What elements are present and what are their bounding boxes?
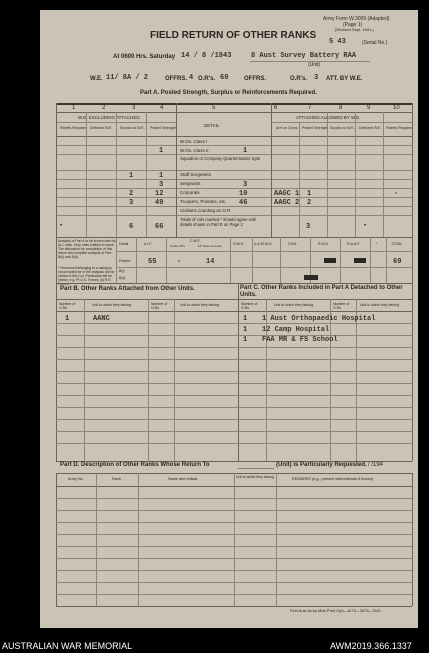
blacked-mark — [304, 275, 318, 280]
unit-name: 8 Aust Survey Battery RAA — [251, 52, 357, 60]
part-c-number: 1 — [243, 326, 248, 334]
part-b-unit: AANC — [93, 315, 110, 323]
total-c4: 66 — [155, 223, 164, 231]
totals-detail: Totals of cols marked * should agree with details shown in Part E on Page 2 — [180, 217, 257, 227]
cell-c3: 1 — [129, 172, 134, 180]
col-num: 7 — [308, 105, 312, 111]
cell-arm: AAGC 1 — [274, 190, 300, 198]
col-num: 9 — [367, 105, 371, 111]
col-header: Arm or Corps — [276, 126, 298, 130]
group-left-header: W.E. EXCLUDING ATTACHED — [78, 115, 140, 120]
cell-c3: 3 — [129, 199, 134, 207]
cell-c4: 1 — [159, 172, 164, 180]
serial-label: (Serial No.) — [362, 40, 388, 46]
col-header: Unit to which they belong — [274, 303, 314, 307]
part-d-title-suffix: (Unit) is Particularly Requested. — [276, 462, 367, 468]
detail-header: DETAIL — [204, 123, 220, 128]
part-c-number: 1 — [243, 315, 248, 323]
we-value: 11/ 8A / 2 — [106, 74, 149, 82]
part-d-date: / /194 — [368, 462, 384, 468]
form-sheet: Army Form W.3009 (Adapted) (Page 1) (Revised Sept. 1941.) 5 43 (Serial No.) FIELD RETURN OF OTHER RANKS At 0600 Hrs. Saturday 14 / 8 /1943 8 Aust Survey Battery RAA (Unit) W.E. 11/ 8A / 2 OFFRS. 4 O.R's. 60 OFFRS. O.R's. 3 ATT. BY W.E. Part A. Posted Strength, Surplus or Reinforcements Required. 1 2 3 4 5 6 7 8 9 10 W.E. EXCLUDING ATTACHED ATTACHED ALLOWED BY W.E. DETAIL Reinfts Required Deficient W.E. Surplus to W.E. Posted Strength Arm or Corps Posted Strength Surplus to W.E. Deficient W.E. Reinfts Required W.Os. Class I W.Os. Class II Squadron or Company Quartermaster Sgts Staff Sergeants Sergeants Corporals Troopers, Privates, etc. Civilians counting as O.R. Totals of cols marked * should agree with details shown in Part E on Page 2 1 1 1 3 2 12 3 49 6 66 1 3 10 46 AAGC 1 AAGC 2 1 2 3 - • • Analysis of Part A to be shown here by ALL units. Only units entitled to same. The distinction for completion of this return will complete analysis of Part B(ii) and B(ii). * Personnel belonging to a category not provided for in the analysis will be shown in this Col. Particulars will be shown, e.g. Pt U.S. Forces, (ii) R.E. Forces. Detail A.I.F. C.M.F. Under 18½ 18 Years and over S.W.S. A.A.M.W.S. CIVIL R.A.N. R.A.A.F. * TOTAL Posted B(i) B(ii) 55 - 14 69 Part B. Other Ranks Attached from Other Units. Part C. Other Ranks Included in Part A Detached to Other Units. Number of O.Rs Unit to which they belong Number of O.Rs Unit to which they belong Number of O.Rs Unit to which they belong Number of O.Rs Unit to which they belong 1 AANC 1 1 Aust Orthopaedic Hospital 1 12 Camp Hospital 1 FAA MR & FS School Part D. Description of Other Ranks Whose Return To (Unit) is Particularly Requested. / /194 Army No. Rank Name and Initials Unit to which they belong REMARKS (e.g., present whereabouts if known) First Aust Army Mob Print Gyh—A/73—2676—3/43 — [40, 10, 418, 628]
group-right-header: ATTACHED ALLOWED BY W.E. — [296, 115, 361, 120]
cmf-sub: Under 18½ — [170, 244, 185, 248]
offrs-value: 4 — [189, 74, 194, 82]
analysis-header: A.A.M.W.S. — [254, 242, 273, 246]
analysis-footnote-2: * Personnel belonging to a category not provided for in the analysis will be shown in this Col. Particulars will be shown, e.g. Pt U.S. Forces, (ii) R.E. Forces. — [58, 266, 115, 286]
analysis-header: R.A.A.F. — [347, 242, 361, 246]
col-header: Name and Initials — [168, 477, 198, 481]
detail-row: W.Os. Class I — [180, 139, 208, 144]
part-c-title: Part C. Other Ranks Included in Part A Detached to Other Units. — [240, 285, 403, 298]
col-num: 8 — [339, 105, 343, 111]
col-header: Army No. — [68, 477, 84, 481]
col-header: Number of O.Rs — [151, 302, 168, 310]
page-title: FIELD RETURN OF OTHER RANKS — [150, 30, 317, 41]
col-header: Number of O.Rs — [333, 302, 350, 310]
cmf-over: 14 — [206, 258, 215, 266]
cell-c5: 10 — [239, 190, 248, 198]
cell-c5: 1 — [243, 147, 248, 155]
footer-accession: AWM2019.366.1337 — [330, 641, 412, 651]
serial-no: 5 43 — [329, 38, 346, 46]
part-c-unit: FAA MR & FS School — [262, 336, 338, 344]
cell-c4: 3 — [159, 181, 164, 189]
cell-posted: 1 — [307, 190, 312, 198]
cell-c3: 2 — [129, 190, 134, 198]
col-num: 10 — [393, 105, 400, 111]
col-header: Surplus to W.E. — [330, 126, 355, 130]
part-b-title: Part B. Other Ranks Attached from Other Units. — [60, 286, 195, 292]
page-label: (Page 1) — [343, 22, 363, 28]
we-label: W.E. — [90, 76, 103, 82]
cell-arm: AAGC 2 — [274, 199, 300, 207]
analysis-row: B(ii) — [119, 276, 126, 280]
col-num: 3 — [132, 105, 136, 111]
cmf-under: - — [177, 258, 182, 266]
return-date: 14 / 8 /1943 — [181, 52, 232, 60]
aif-value: 55 — [148, 258, 157, 266]
cell-c4: 1 — [159, 147, 164, 155]
col-header: Reinfts Required — [386, 126, 413, 130]
col-header: Reinfts Required — [60, 126, 87, 130]
part-c-unit: 1 Aust Orthopaedic Hospital — [262, 315, 376, 323]
detail-row: Corporals — [180, 190, 200, 195]
cmf-sub: 18 Years and over — [198, 244, 223, 248]
col-header: Posted Strength — [302, 126, 328, 130]
ors-label: O.R's. — [198, 76, 216, 82]
col-header: Number of O.Rs — [59, 302, 76, 310]
analysis-header: A.I.F. — [144, 242, 153, 246]
part-c-unit: 12 Camp Hospital — [262, 326, 330, 334]
col-header: REMARKS (e.g., present whereabouts if known) — [292, 477, 374, 481]
cell-c4: 49 — [155, 199, 164, 207]
part-a-title: Part A. Posted Strength, Surplus or Reinforcements Required. — [140, 90, 317, 96]
analysis-header: TOTAL — [391, 242, 403, 246]
col-header: Unit to which they belong — [360, 303, 400, 307]
analysis-header: C.M.F. — [190, 239, 201, 243]
col-header: Unit to which they belong — [236, 475, 274, 479]
col-header: Rank — [112, 477, 121, 481]
part-d-title: Part D. Description of Other Ranks Whose Return To — [60, 462, 210, 468]
col-header: Surplus to W.E. — [120, 126, 145, 130]
unit-label: (Unit) — [308, 62, 321, 68]
analysis-header: S.W.S. — [233, 242, 244, 246]
total-c3: 6 — [129, 223, 134, 231]
cell-posted: 2 — [307, 199, 312, 207]
cell-c5: 46 — [239, 199, 248, 207]
col-header: Deficient W.E. — [359, 126, 382, 130]
ors2-value: 3 — [314, 74, 319, 82]
detail-row: W.Os. Class II — [180, 148, 209, 153]
col-header: Posted Strength — [150, 126, 176, 130]
at-label: At 0600 Hrs. Saturday — [113, 54, 176, 60]
analysis-header: R.A.N. — [318, 242, 329, 246]
detail-row: Staff Sergeants — [180, 172, 211, 177]
col-header: Deficient W.E. — [90, 126, 113, 130]
blacked-mark — [354, 258, 366, 263]
cell-c5: 3 — [243, 181, 248, 189]
ors-value: 60 — [220, 74, 229, 82]
footer-source: AUSTRALIAN WAR MEMORIAL — [2, 641, 133, 651]
analysis-header: Detail — [119, 242, 129, 246]
detail-row: Civilians counting as O.R. — [180, 208, 232, 213]
col-header: Unit to which they belong — [92, 303, 132, 307]
col-num: 5 — [212, 105, 216, 111]
col-header: Number of O.Rs — [241, 302, 258, 310]
detail-row: Sergeants — [180, 181, 201, 186]
revised-label: (Revised Sept. 1941.) — [335, 27, 374, 32]
col-num: 6 — [274, 105, 278, 111]
att-label: ATT. BY W.E. — [326, 76, 363, 82]
col-header: Unit to which they belong — [180, 303, 220, 307]
detail-row: Squadron or Company Quartermaster Sgts — [180, 156, 260, 161]
printer-note: First Aust Army Mob Print Gyh—A/73—2676—3/43 — [290, 608, 381, 613]
offrs-label: OFFRS. — [165, 76, 187, 82]
analysis-header: * — [376, 242, 378, 246]
cell-c10: - — [394, 190, 399, 198]
blacked-mark — [324, 258, 336, 263]
detail-row: Troopers, Privates, etc. — [180, 199, 227, 204]
analysis-row: Posted — [119, 259, 131, 263]
analysis-footnote: Analysis of Part A to be shown here by ALL units. Only units entitled to same. The distinction for completion of this return will complete analysis of Part B(ii) and B(ii). — [58, 239, 116, 259]
offrs2-label: OFFRS. — [244, 76, 266, 82]
analysis-row: B(i) — [119, 269, 125, 273]
cell-c4: 12 — [155, 190, 164, 198]
total-value: 69 — [393, 258, 402, 266]
col-num: 2 — [102, 105, 106, 111]
army-form-label: Army Form W.3009 (Adapted) — [323, 16, 390, 22]
total-c7: 3 — [306, 223, 311, 231]
part-b-number: 1 — [65, 315, 70, 323]
part-c-number: 1 — [243, 336, 248, 344]
col-num: 1 — [72, 105, 76, 111]
archive-footer — [0, 640, 429, 653]
analysis-header: CIVIL — [288, 242, 297, 246]
ors2-label: O.R's. — [290, 76, 308, 82]
col-num: 4 — [160, 105, 164, 111]
